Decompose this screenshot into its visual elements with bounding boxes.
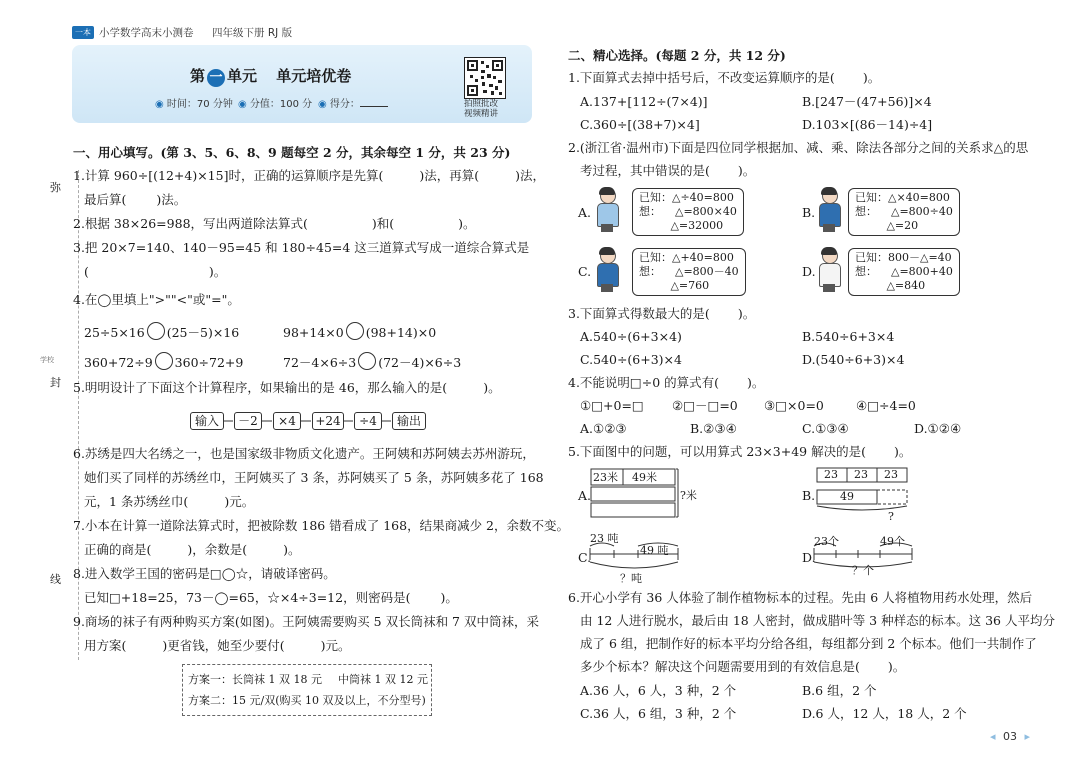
student-a-figure (594, 188, 620, 232)
plan-2: 方案二：15 元/双(购买 10 双及以上，不分型号) (188, 694, 426, 707)
r-q5a-23: 23米 (593, 471, 618, 484)
r-q2-line1: 2.(浙江省·温州市)下面是四位同学根据加、减、乘、除法各部分之间的关系求△的思 (568, 140, 1029, 155)
flow-step-1: －2 (234, 412, 262, 430)
q4-r1b-right: (98+14)×0 (365, 325, 437, 340)
r-q6-option-d[interactable]: D.6 人，12 人，18 人，2 个 (802, 706, 967, 721)
q7-text-c: )，余数是( (187, 542, 248, 557)
r-q4-statement-1: ①□+0=□ (580, 398, 644, 413)
q2-text-c: )。 (458, 216, 476, 231)
q7-line1: 7.小本在计算一道除法算式时，把被除数 186 错看成了 168，结果商减少 2，余数不变。 (73, 518, 569, 533)
clock-icon: ◉ (155, 99, 164, 110)
r-q5b-23a: 23 (824, 468, 838, 481)
r-q2-end: )。 (737, 163, 756, 178)
q9-line1: 9.商场的袜子有两种购买方案(如图)。王阿姨需要购买 5 双长筒袜和 7 双中筒袜，采 (73, 614, 539, 629)
q4-r2b-right: (72－4)×6÷3 (378, 355, 462, 370)
title-post: 单元 (227, 67, 258, 85)
margin-char-3: 线 (50, 573, 61, 586)
r-q5d-49: 49个 (880, 535, 905, 548)
qr-icon (465, 58, 505, 98)
q6-text-d: )元。 (224, 494, 255, 509)
q8-text-c: )。 (440, 590, 458, 605)
q2-text-b: )和( (371, 216, 395, 231)
unit-number-badge: 一 (207, 69, 225, 87)
r-q5c-q: ？吨 (620, 572, 642, 585)
r-q6-text-d: 多少个标本？解决这个问题需要用到的有效信息是( (580, 659, 860, 674)
r-q3-option-d[interactable]: D.(540÷6+3)×4 (802, 352, 905, 367)
q6-line2: 她们买了同样的苏绣丝巾，王阿姨买了 3 条，苏阿姨买了 5 条，苏阿姨多花了 168 (84, 470, 544, 485)
r-q4-statement-3: ③□×0=0 (764, 398, 824, 413)
r-q5d-q: ？个 (852, 564, 874, 577)
q9-text-d: )元。 (320, 638, 351, 653)
q1-text-a: 1.计算 960÷[(12+4)×15]时，正确的运算顺序是先算( (73, 168, 384, 183)
r-q6-line1: 6.开心小学有 36 人体验了制作植物标本的过程。先由 6 人将植物用药水处理，然后 (568, 590, 1033, 605)
get-score-label: 得分： (329, 99, 360, 110)
r-q5-option-b-label[interactable]: B. (802, 488, 816, 503)
score-info (238, 97, 312, 113)
time-info (155, 97, 233, 113)
q5-line (73, 380, 501, 396)
flow-output: 输出 (392, 412, 426, 430)
r-q4-line (568, 375, 764, 391)
qr-caption-1: 拍照批改 (464, 99, 499, 109)
pen-icon: ◉ (318, 99, 327, 110)
r-q5-option-c-label[interactable]: C. (578, 550, 592, 565)
series-grade: 四年级下册 RJ 版 (212, 27, 293, 39)
flow-step-4: ÷4 (354, 412, 382, 430)
q4-r1b-left: 98+14×0 (283, 325, 344, 340)
q4-row1b (283, 322, 436, 341)
r-q1-end: )。 (862, 70, 881, 85)
student-c-figure (594, 248, 620, 292)
margin-char-2: 封 (50, 376, 61, 389)
q4-row2a (84, 352, 243, 371)
q5-text: 5.明明设计了下面这个计算程序，如果输出的是 46，那么输入的是( (73, 380, 448, 395)
r-q2-line2 (580, 163, 755, 179)
r-q6-option-a[interactable]: A.36 人，6 人，3 种，2 个 (580, 683, 737, 698)
q8-line2 (84, 590, 458, 606)
next-arrow-icon: ▸ (1024, 730, 1031, 743)
r-q2-option-c-label[interactable]: C. (578, 264, 592, 279)
r-q2-option-b-bubble: 已知：△×40=800 想： △=800÷40 △=20 (848, 188, 960, 236)
q1-text-d: 最后算( (84, 192, 127, 207)
r-q4-text: 4.不能说明□÷0 的算式有( (568, 375, 720, 390)
plan-1-long: 方案一：长筒袜 1 双 18 元 (188, 673, 322, 686)
q4-row2b (283, 352, 461, 371)
r-q2-option-c-bubble: 已知：△+40=800 想： △=800－40 △=760 (632, 248, 746, 296)
r-q5d-23: 23个 (814, 535, 839, 548)
r-q5b-23b: 23 (854, 468, 868, 481)
q7-text-b: 正确的商是( (84, 542, 152, 557)
r-q3-end: )。 (737, 306, 756, 321)
r-q3-option-a[interactable]: A.540÷(6+3×4) (580, 329, 682, 344)
student-d-figure (816, 248, 842, 292)
r-q5c-23: 23 吨 (590, 532, 619, 545)
page-number (990, 730, 1030, 743)
q1-line1 (73, 168, 545, 184)
r-q5b-49: 49 (840, 490, 854, 503)
q9-text-b: 用方案( (84, 638, 127, 653)
q1-text-e: )法。 (156, 192, 187, 207)
r-q1-text: 1.下面算式去掉中括号后，不改变运算顺序的是( (568, 70, 835, 85)
r-q4-option-c[interactable]: C.①③④ (802, 421, 849, 436)
q4-r2a-right: 360÷72+9 (174, 355, 244, 370)
q4-row1a (84, 322, 239, 341)
r-q5a-q: ?米 (680, 489, 697, 502)
r-q6-line2: 由 12 人进行脱水，最后由 18 人密封，做成腊叶等 3 种样态的标本。这 36 人平均分 (580, 613, 1055, 628)
flow-step-2: ×4 (273, 412, 301, 430)
title-pre: 第 (190, 67, 206, 85)
section-2-heading: 二、精心选择。(每题 2 分，共 12 分) (568, 48, 786, 63)
title-main: 单元培优卷 (276, 67, 352, 85)
r-q2-option-b-label[interactable]: B. (802, 205, 816, 220)
q8-line1: 8.进入数学王国的密码是□◯☆，请破译密码。 (73, 566, 336, 581)
r-q6-end: )。 (887, 659, 906, 674)
r-q3-line (568, 306, 755, 322)
r-q5c-49: 49 吨 (640, 544, 669, 557)
r-q2-option-a-label[interactable]: A. (578, 205, 592, 220)
r-q2-option-d-bubble: 已知：800－△=40 想： △=800+40 △=840 (848, 248, 960, 296)
q4-r2a-left: 360+72÷9 (84, 355, 153, 370)
q3-text-c: )。 (208, 264, 227, 279)
q4-r1a-left: 25÷5×16 (84, 325, 145, 340)
series-logo: 一本 (72, 26, 94, 39)
r-q4-option-a[interactable]: A.①②③ (580, 421, 627, 436)
r-q1-option-c[interactable]: C.360÷[(38+7)×4] (580, 117, 700, 132)
q6-line3 (84, 494, 254, 510)
q3-line2 (84, 264, 226, 280)
prev-arrow-icon: ◂ (990, 730, 996, 743)
q1-text-c: )法， (515, 168, 545, 183)
r-q6-line3: 成了 6 组，把制作好的标本平均分给各组，每组都分到 2 个标本。他们一共制作了 (580, 636, 1037, 651)
qr-code[interactable] (464, 57, 506, 99)
q5-end: )。 (483, 380, 501, 395)
flow-input: 输入 (190, 412, 224, 430)
r-q4-statement-2: ②□－□=0 (672, 398, 738, 413)
q3-line1: 3.把 20×7=140、140－95=45 和 180÷45=4 这三道算式写成一道综合算式是 (73, 240, 530, 255)
q9-text-c: )更省钱，她至少要付( (162, 638, 285, 653)
r-q2-text-b: 考过程，其中错误的是( (580, 163, 710, 178)
r-q2-option-a-bubble: 已知：△÷40=800 想： △=800×40 △=32000 (632, 188, 744, 236)
r-q5-end: )。 (893, 444, 912, 459)
r-q4-option-b[interactable]: B.②③④ (690, 421, 737, 436)
q2-text-a: 2.根据 38×26=988，写出两道除法算式( (73, 216, 308, 231)
q6-line1: 6.苏绣是四大名绣之一，也是国家级非物质文化遗产。王阿姨和苏阿姨去苏州游玩， (73, 446, 535, 461)
r-q5-option-a-label[interactable]: A. (578, 488, 592, 503)
r-q4-end: )。 (747, 375, 765, 390)
r-q1-line (568, 70, 880, 86)
r-q4-statement-4: ④□÷4=0 (856, 398, 916, 413)
margin-side-label: 学校 (40, 356, 54, 364)
section-1-heading: 一、用心填写。(第 3、5、6、8、9 题每空 2 分，其余每空 1 分，共 23 分) (73, 145, 511, 160)
header-bar (72, 24, 372, 42)
q6-text-c: 元，1 条苏绣丝巾( (84, 494, 189, 509)
r-q6-option-b[interactable]: B.6 组，2 个 (802, 683, 877, 698)
r-q5-text: 5.下面图中的问题，可以用算式 23×3+49 解决的是( (568, 444, 866, 459)
compare-circle[interactable] (346, 322, 364, 340)
r-q5-line (568, 444, 911, 460)
r-q1-option-a[interactable]: A.137+[112÷(7×4)] (580, 94, 708, 109)
r-q6-option-c[interactable]: C.36 人，6 组，3 种，2 个 (580, 706, 737, 721)
r-q5-option-d-label[interactable]: D. (802, 550, 816, 565)
r-q1-option-d[interactable]: D.103×[(86－14)÷4] (802, 117, 933, 132)
compare-circle[interactable] (147, 322, 165, 340)
q1-text-b: )法，再算( (419, 168, 480, 183)
r-q2-option-d-label[interactable]: D. (802, 264, 816, 279)
q2-line (73, 216, 476, 232)
student-b-figure (816, 188, 842, 232)
q9-line2 (84, 638, 351, 654)
q4-r1a-right: (25－5)×16 (166, 325, 240, 340)
flow-step-3: +24 (312, 412, 344, 430)
plan-1-mid: 中筒袜 1 双 12 元 (338, 673, 428, 686)
time-label: 时间：70 分钟 (166, 99, 233, 110)
margin-char-1: 弥 (50, 181, 61, 194)
r-q4-option-d[interactable]: D.①②④ (914, 421, 962, 436)
compare-circle[interactable] (155, 352, 173, 370)
r-q3-option-c[interactable]: C.540÷(6+3)×4 (580, 352, 682, 367)
q8-text-b: 已知□+18=25，73－◯=65，☆×4÷3=12，则密码是( (84, 590, 411, 605)
qr-caption-2: 视频精讲 (464, 109, 499, 119)
q7-line2 (84, 542, 301, 558)
r-q5b-q: ? (888, 510, 894, 523)
q4-r2b-left: 72－4×6÷3 (283, 355, 357, 370)
compare-circle[interactable] (358, 352, 376, 370)
r-q5a-49: 49米 (632, 471, 657, 484)
series-title: 小学数学高末小测卷 (99, 27, 194, 39)
r-q3-text: 3.下面算式得数最大的是( (568, 306, 710, 321)
score-label: 分值：100 分 (249, 99, 313, 110)
q7-text-d: )。 (283, 542, 301, 557)
q1-line2 (84, 192, 186, 208)
r-q1-option-b[interactable]: B.[247－(47+56)]×4 (802, 94, 932, 109)
r-q6-line4 (580, 659, 905, 675)
q4-line: 4.在◯里填上">""<"或"="。 (73, 292, 240, 307)
r-q5b-23c: 23 (884, 468, 898, 481)
get-score-info (318, 97, 388, 113)
score-icon: ◉ (238, 99, 247, 110)
page-number-text: 03 (1003, 730, 1018, 743)
q3-text-b: ( (84, 264, 89, 279)
banner-title (190, 66, 351, 87)
r-q3-option-b[interactable]: B.540÷6+3×4 (802, 329, 895, 344)
